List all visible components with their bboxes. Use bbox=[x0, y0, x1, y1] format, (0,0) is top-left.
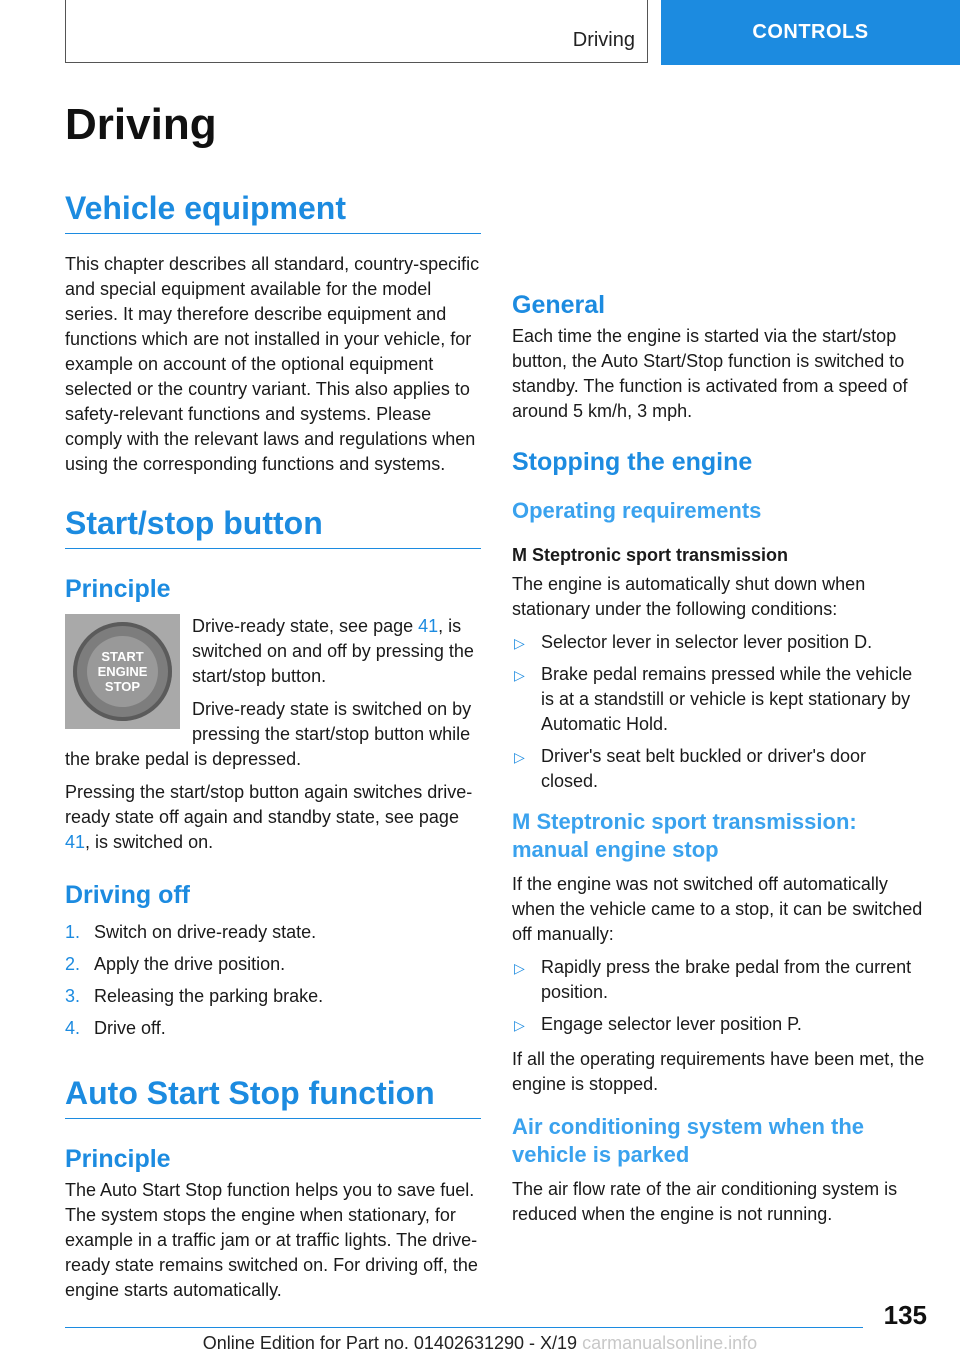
list-item bbox=[512, 955, 928, 1005]
list-item bbox=[512, 630, 928, 655]
stopping-heading: Stopping the engine bbox=[512, 448, 753, 476]
triangle-bullet-icon: ▷ bbox=[514, 667, 525, 683]
general-body: Each time the engine is started via the start/stop button, the Auto Start/Stop function is switched to standby. The function is activated from a speed of around 5 km/h, 3 mph. bbox=[512, 326, 908, 421]
ac-parked-body: The air flow rate of the air conditioning system is reduced when the engine is not running. bbox=[512, 1179, 898, 1224]
button-text-start: START bbox=[101, 649, 144, 664]
driving-off-heading: Driving off bbox=[65, 881, 190, 909]
driving-off-steps bbox=[65, 920, 481, 1041]
list-item bbox=[65, 984, 481, 1009]
auto-start-stop-body: The Auto Start Stop function helps you to save fuel. The system stops the engine when stationary, for example in a traffic jam or at traffic lights. The drive-ready state remains switched on. For driving off, the engine starts automatically. bbox=[65, 1180, 478, 1300]
continued-text-spacer bbox=[512, 192, 928, 267]
text: Pressing the start/stop button again switches drive-ready state off again and standby state, see page bbox=[65, 782, 473, 827]
list-item bbox=[65, 952, 481, 977]
condition-text: Brake pedal remains pressed while the vehicle is at a standstill or vehicle is kept stationary by Automatic Hold. bbox=[541, 664, 913, 734]
triangle-bullet-icon: ▷ bbox=[514, 960, 525, 976]
condition-text: Selector lever in selector lever position D. bbox=[541, 632, 873, 652]
header-chapter-label: CONTROLS bbox=[752, 21, 869, 43]
text: Drive-ready state, see page bbox=[192, 616, 419, 636]
page-link[interactable]: 41 bbox=[65, 832, 86, 852]
auto-start-stop-principle-heading: Principle bbox=[65, 1145, 171, 1173]
start-stop-principle-block bbox=[65, 614, 481, 772]
step-text: Apply the drive position. bbox=[94, 954, 286, 974]
list-item bbox=[512, 662, 928, 737]
auto-start-stop-heading: Auto Start Stop function bbox=[65, 1075, 481, 1119]
right-column bbox=[512, 192, 928, 1235]
footer-edition bbox=[0, 1333, 960, 1354]
header-box bbox=[65, 0, 648, 63]
button-face bbox=[87, 636, 158, 707]
list-item bbox=[512, 1012, 928, 1037]
start-stop-button-image bbox=[65, 614, 180, 729]
step-text: Drive off. bbox=[94, 1018, 166, 1038]
step-number: 4. bbox=[65, 1018, 81, 1038]
list-item bbox=[512, 744, 928, 794]
button-ring bbox=[73, 622, 172, 721]
page-title: Driving bbox=[65, 100, 217, 149]
manual-stop-heading: M Steptronic sport transmission: manual engine stop bbox=[512, 809, 857, 862]
button-text-stop: STOP bbox=[104, 679, 141, 694]
transmission-heading: M Steptronic sport transmission bbox=[512, 545, 789, 565]
text: , is switched on and off by pressing the start/stop button. bbox=[192, 616, 474, 686]
ac-parked-heading: Air conditioning system when the vehicle is parked bbox=[512, 1114, 865, 1167]
left-column bbox=[65, 190, 481, 1300]
manual-stop-steps bbox=[512, 955, 928, 1037]
step-text: Rapidly press the brake pedal from the current position. bbox=[541, 957, 912, 1002]
start-stop-paragraph-3 bbox=[65, 780, 481, 855]
operating-requirements-heading: Operating requirements bbox=[512, 498, 762, 523]
manual-stop-outro: If all the operating requirements have been met, the engine is stopped. bbox=[512, 1049, 925, 1094]
text: , is switched on. bbox=[85, 832, 214, 852]
stopping-intro: The engine is automatically shut down when stationary under the following conditions: bbox=[512, 574, 866, 619]
footer-divider bbox=[65, 1327, 863, 1328]
header-chapter-tab bbox=[661, 0, 960, 65]
manual-stop-intro: If the engine was not switched off automatically when the vehicle came to a stop, it can be switched off manually: bbox=[512, 874, 923, 944]
step-number: 2. bbox=[65, 954, 81, 974]
triangle-bullet-icon: ▷ bbox=[514, 635, 525, 651]
triangle-bullet-icon: ▷ bbox=[514, 1017, 525, 1033]
step-text: Releasing the parking brake. bbox=[94, 986, 324, 1006]
general-heading: General bbox=[512, 291, 606, 319]
vehicle-equipment-heading: Vehicle equipment bbox=[65, 190, 481, 234]
step-number: 3. bbox=[65, 986, 81, 1006]
button-text-engine: ENGINE bbox=[97, 664, 148, 679]
vehicle-equipment-body: This chapter describes all standard, country-specific and special equipment available for the model series. It may therefore describe equipment and functions which are not installed in your vehicle, for example on account of the optional equipment selected or the country variant. This also applies to safety-relevant functions and systems. Please comply with the relevant laws and regulations when using the corresponding functions and systems. bbox=[65, 254, 480, 474]
watermark-site: carmanualsonline.info bbox=[582, 1333, 758, 1353]
list-item bbox=[65, 1016, 481, 1041]
header-section-title: Driving bbox=[572, 29, 635, 51]
list-item bbox=[65, 920, 481, 945]
step-text: Switch on drive-ready state. bbox=[94, 922, 317, 942]
start-stop-heading: Start/stop button bbox=[65, 505, 481, 549]
step-number: 1. bbox=[65, 922, 81, 942]
step-text: Engage selector lever position P. bbox=[541, 1014, 802, 1034]
page-number: 135 bbox=[883, 1300, 927, 1330]
start-stop-principle-heading: Principle bbox=[65, 575, 171, 603]
stopping-conditions bbox=[512, 630, 928, 794]
page-link[interactable]: 41 bbox=[418, 616, 439, 636]
triangle-bullet-icon: ▷ bbox=[514, 749, 525, 765]
condition-text: Driver's seat belt buckled or driver's door closed. bbox=[541, 746, 867, 791]
edition-text: Online Edition for Part no. 01402631290 - X/19 bbox=[202, 1333, 578, 1353]
start-stop-paragraph-2: Drive-ready state is switched on by pressing the start/stop button while the brake pedal is depressed. bbox=[65, 699, 472, 769]
